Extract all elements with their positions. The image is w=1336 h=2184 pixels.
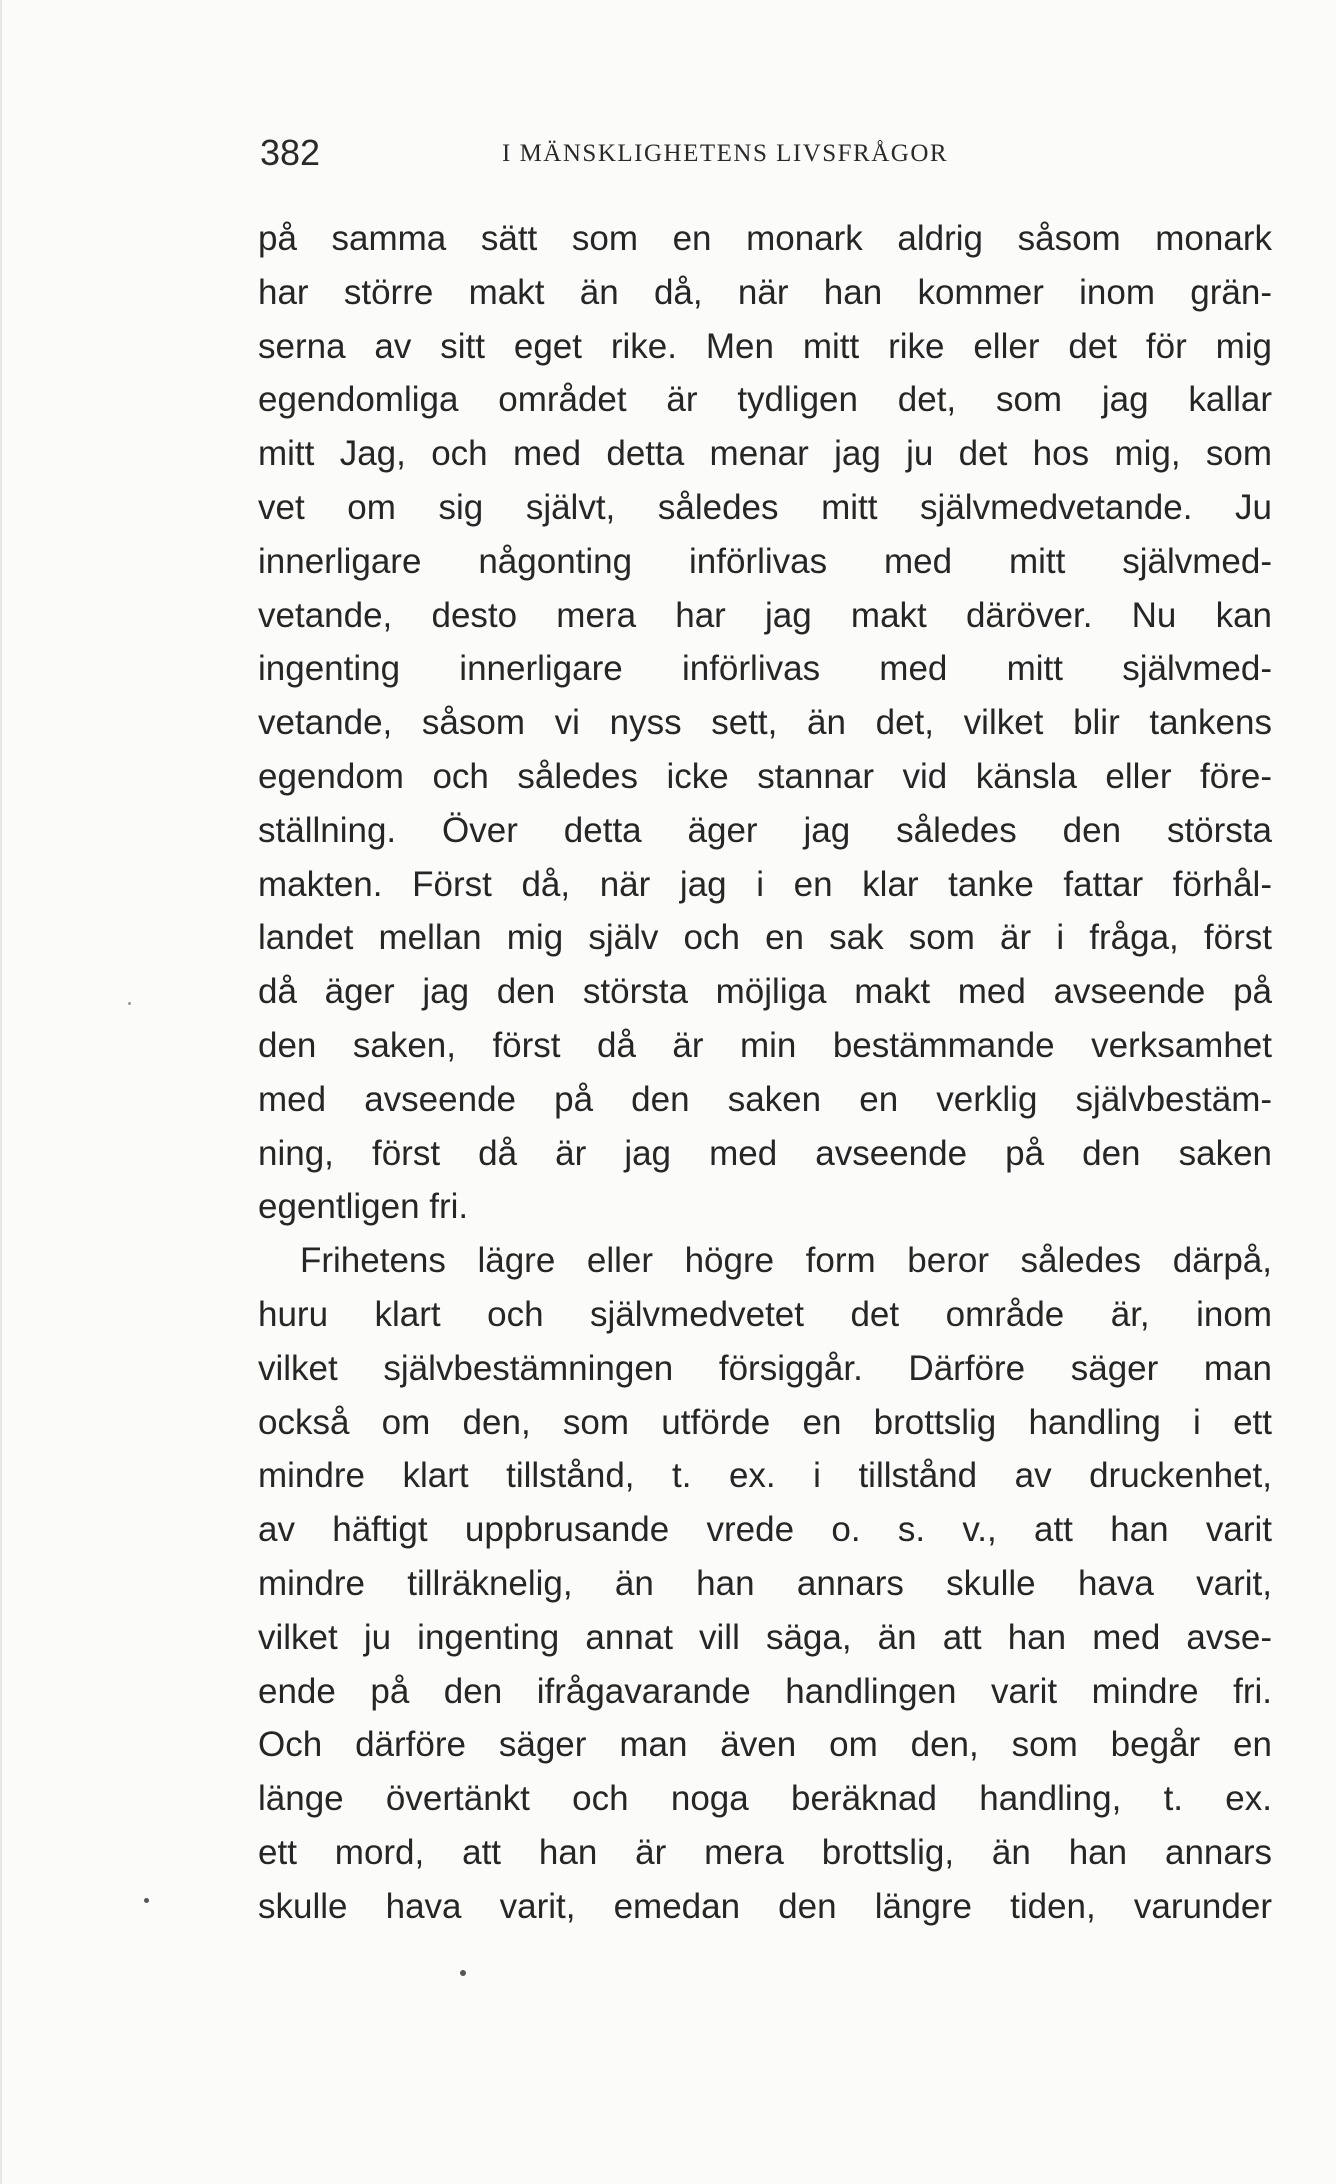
text-line: den saken, först då är min bestämmande verksamhet xyxy=(258,1025,1272,1065)
text-line: vilket ju ingenting annat vill säga, än att han med avse- xyxy=(258,1617,1272,1657)
text-line: vet om sig självt, således mitt självmedvetande. Ju xyxy=(258,487,1272,527)
page-number: 382 xyxy=(260,132,321,173)
text-line: skulle hava varit, emedan den längre tiden, varunder xyxy=(258,1886,1272,1926)
text-line: ett mord, att han är mera brottslig, än han annars xyxy=(258,1832,1272,1872)
body-text xyxy=(258,212,1272,1934)
text-line: mindre klart tillstånd, t. ex. i tillstånd av druckenhet, xyxy=(258,1456,1272,1496)
text-line: landet mellan mig själv och en sak som är i fråga, först xyxy=(258,918,1272,958)
text-line: vetande, desto mera har jag makt däröver. Nu kan xyxy=(258,595,1272,635)
paragraph xyxy=(258,212,1272,1234)
text-line: mitt Jag, och med detta menar jag ju det hos mig, som xyxy=(258,434,1272,474)
text-line: av häftigt uppbrusande vrede o. s. v., att han varit xyxy=(258,1510,1272,1550)
text-line: Och därföre säger man även om den, som begår en xyxy=(258,1725,1272,1765)
text-line: vetande, såsom vi nyss sett, än det, vilket blir tankens xyxy=(258,703,1272,743)
paragraph xyxy=(258,1234,1272,1933)
text-line: ingenting innerligare införlivas med mitt självmed- xyxy=(258,649,1272,689)
text-line: huru klart och självmedvetet det område är, inom xyxy=(258,1294,1272,1334)
text-line: har större makt än då, när han kommer inom grän- xyxy=(258,272,1272,312)
text-line: egendomliga området är tydligen det, som jag kallar xyxy=(258,380,1272,420)
text-line: makten. Först då, när jag i en klar tanke fattar förhål- xyxy=(258,864,1272,904)
text-line: ställning. Över detta äger jag således den största xyxy=(258,810,1272,850)
text-line: serna av sitt eget rike. Men mitt rike eller det för mig xyxy=(258,326,1272,366)
text-line: på samma sätt som en monark aldrig såsom monark xyxy=(258,219,1272,258)
text-line: innerligare någonting införlivas med mitt självmed- xyxy=(258,541,1272,581)
text-line: ning, först då är jag med avseende på den saken xyxy=(258,1133,1272,1173)
text-line: då äger jag den största möjliga makt med avseende på xyxy=(258,972,1272,1012)
paper-speck xyxy=(128,1002,131,1005)
text-line: Frihetens lägre eller högre form beror således därpå, xyxy=(300,1241,1272,1281)
paper-speck xyxy=(144,1898,149,1903)
text-line: länge övertänkt och noga beräknad handling, t. ex. xyxy=(258,1779,1272,1819)
text-line: ende på den ifrågavarande handlingen varit mindre fri. xyxy=(258,1671,1272,1711)
text-line: vilket självbestämningen försiggår. Därföre säger man xyxy=(258,1348,1272,1388)
page-header xyxy=(260,128,1272,184)
running-head: I MÄNSKLIGHETENS LIVSFRÅGOR xyxy=(502,140,949,167)
text-line: mindre tillräknelig, än han annars skulle hava varit, xyxy=(258,1563,1272,1603)
text-line: egendom och således icke stannar vid känsla eller före- xyxy=(258,756,1272,796)
text-line: med avseende på den saken en verklig självbestäm- xyxy=(258,1079,1272,1119)
text-line: också om den, som utförde en brottslig handling i ett xyxy=(258,1402,1272,1442)
paper-speck xyxy=(460,1970,466,1976)
text-line: egentligen fri. xyxy=(258,1187,469,1227)
